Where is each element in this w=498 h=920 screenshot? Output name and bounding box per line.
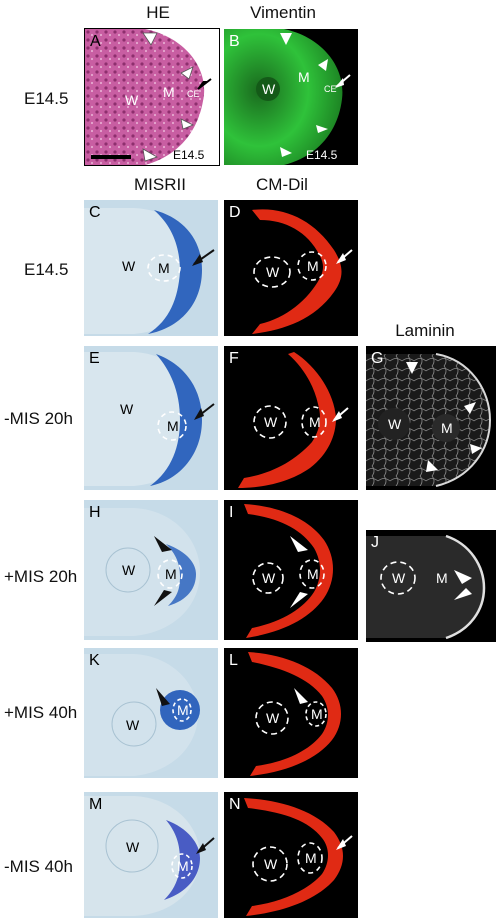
panel-a-stage: E14.5 [173,148,205,162]
panel-e-letter: E [89,350,100,367]
panel-n-letter: N [229,796,241,813]
panel-h-m-label: M [165,566,177,582]
panel-h-w-label: W [122,562,136,578]
panel-g-m-label: M [441,420,453,436]
panel-b-ce-label: CE [324,84,337,94]
panel-d-m-label: M [307,258,319,274]
row-label-4: +MIS 20h [4,567,78,586]
panel-a-he [84,28,220,166]
panel-b-m-label: M [298,69,310,85]
column-label-cmdil: CM-Dil [256,175,308,194]
panel-i-cmdil [224,500,358,640]
panel-k-w-label: W [126,717,140,733]
panel-m-m-label: M [177,858,189,874]
panel-i-letter: I [229,504,234,521]
panel-a-m-label: M [163,84,175,100]
panel-l-m-label: M [311,706,323,722]
panel-n-cmdil [224,792,358,918]
row-label-5: +MIS 40h [4,703,78,722]
panel-i-w-label: W [262,570,276,586]
panel-m-w-label: W [126,839,140,855]
panel-g-laminin [366,346,496,490]
panel-l-letter: L [229,652,238,669]
panel-l-cmdil [224,648,358,778]
panel-d-letter: D [229,204,241,221]
panel-k-misrii [84,648,218,778]
panel-h-letter: H [89,504,101,521]
panel-e-misrii [84,346,218,490]
panel-d-cmdil [224,200,358,336]
panel-m-letter: M [89,796,103,813]
panel-b-w-label: W [262,81,276,97]
panel-f-cmdil [224,346,358,490]
panel-k-letter: K [89,652,100,669]
panel-a-w-label: W [125,92,139,108]
panel-a-letter: A [90,33,101,50]
panel-c-misrii [84,200,218,336]
panel-m-misrii [84,792,218,918]
panel-j-w-label: W [392,570,406,586]
row-label-6: -MIS 40h [4,857,73,876]
row-label-2: E14.5 [24,260,69,279]
column-label-laminin: Laminin [395,321,455,340]
panel-j-letter: J [371,534,379,551]
panel-n-m-label: M [305,850,317,866]
panel-a-ce-label: CE [187,89,200,99]
panel-g-w-label: W [388,416,402,432]
panel-l-w-label: W [266,710,280,726]
panel-b-vimentin [224,29,358,165]
panel-f-m-label: M [309,414,321,430]
panel-g-letter: G [371,350,384,367]
panel-f-letter: F [229,350,239,367]
panel-c-letter: C [89,204,101,221]
panel-i-m-label: M [307,566,319,582]
panel-j-m-label: M [436,570,448,586]
row-label-3: -MIS 20h [4,409,73,428]
panel-n-w-label: W [264,856,278,872]
panel-f-w-label: W [264,414,278,430]
panel-c-w-label: W [122,258,136,274]
panel-b-stage: E14.5 [306,148,338,162]
panel-j-laminin [366,530,496,642]
panel-k-m-label: M [177,702,189,718]
column-label-misrii: MISRII [134,175,186,194]
panel-e-m-label: M [167,418,179,434]
row-label-1: E14.5 [24,89,69,108]
panel-e-w-label: W [120,401,134,417]
panel-b-letter: B [229,33,240,50]
panel-d-w-label: W [266,264,280,280]
panel-h-misrii [84,500,218,640]
column-label-he: HE [146,3,170,22]
column-label-vimentin: Vimentin [250,3,316,22]
panel-c-m-label: M [158,260,170,276]
